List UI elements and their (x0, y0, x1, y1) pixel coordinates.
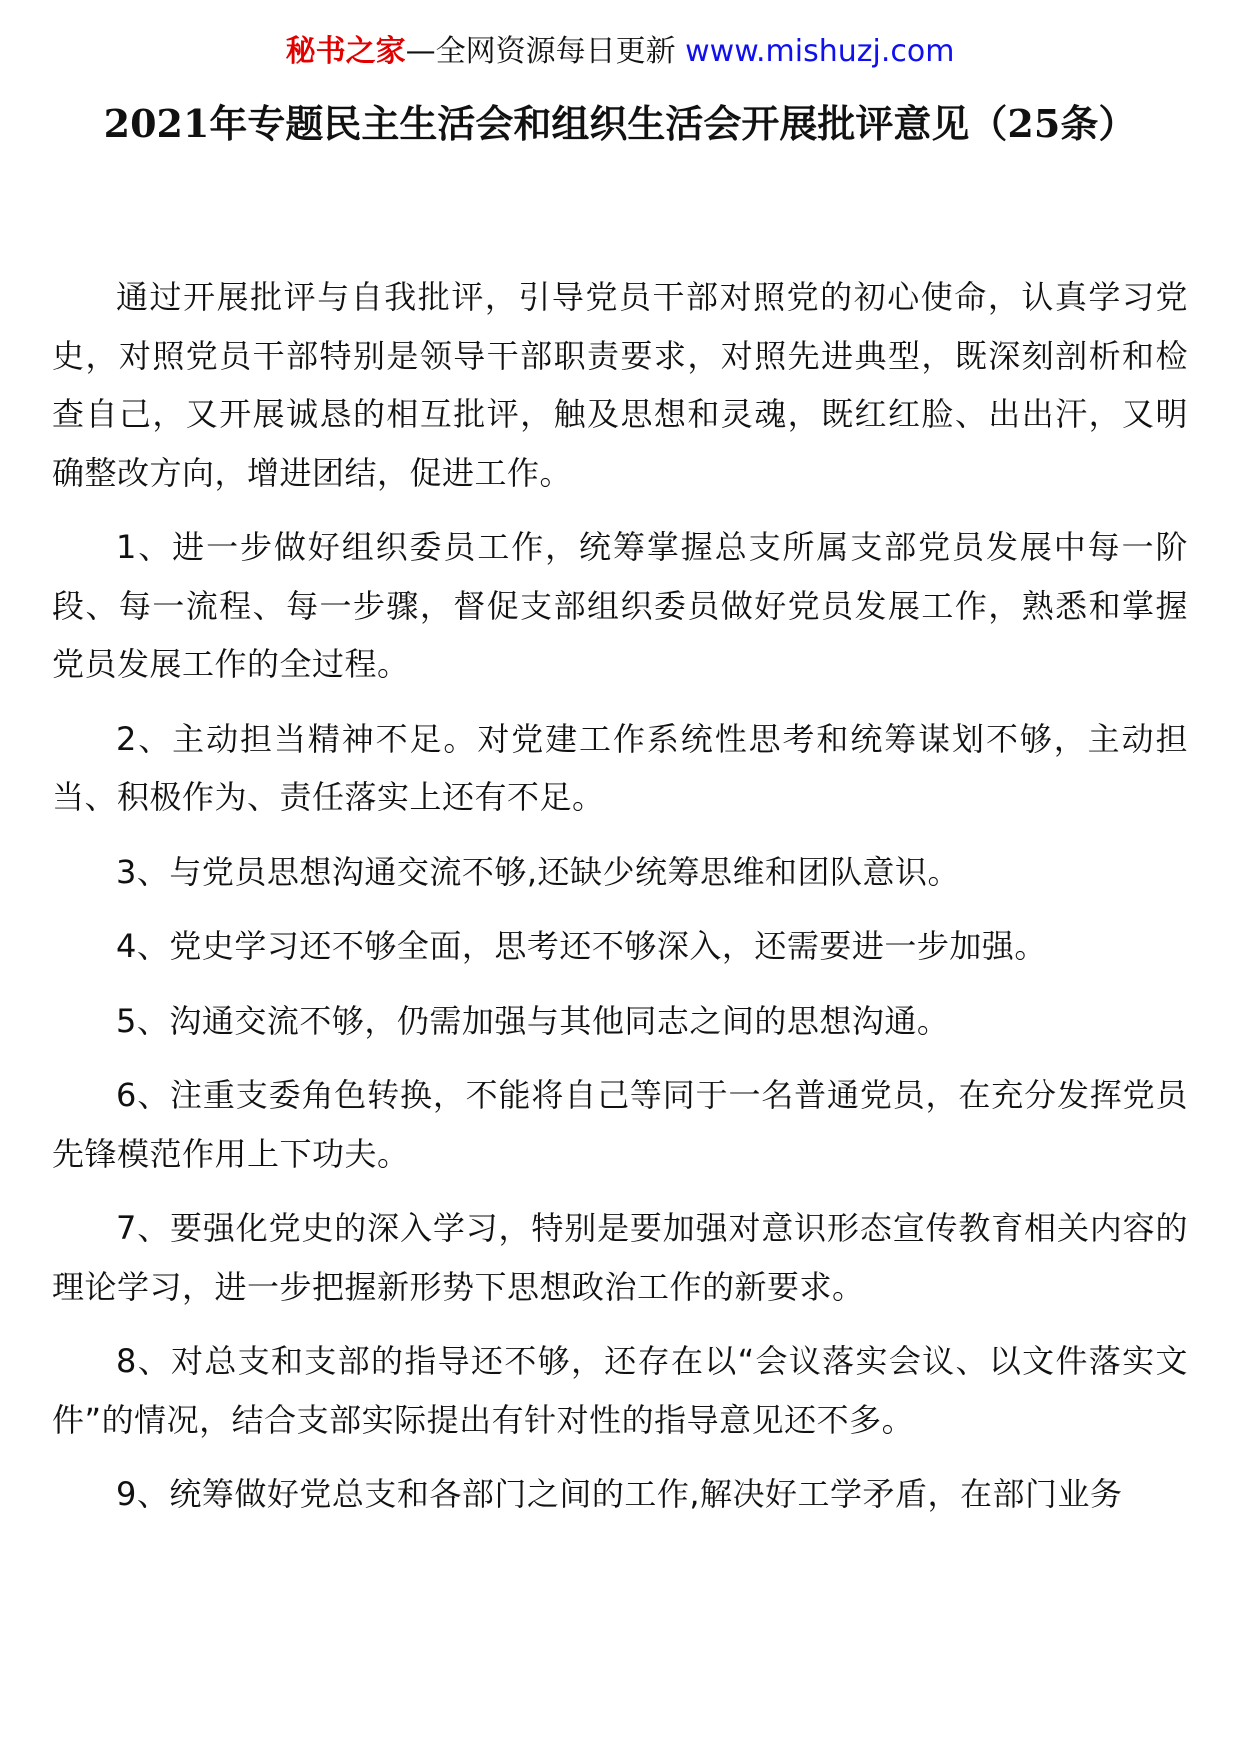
intro-paragraph: 通过开展批评与自我批评，引导党员干部对照党的初心使命，认真学习党史，对照党员干部特别是领导干部职责要求，对照先进典型，既深刻剖析和检查自己，又开展诚恳的相互批评，触及思想和灵魂，既红红脸、出出汗，又明确整改方向，增进团结，促进工作。 (52, 278, 1188, 492)
list-item: 2、主动担当精神不足。对党建工作系统性思考和统筹谋划不够，主动担当、积极作为、责任落实上还有不足。 (52, 719, 1188, 816)
list-item: 4、党史学习还不够全面，思考还不够深入，还需要进一步加强。 (116, 927, 1047, 965)
list-item: 9、统筹做好党总支和各部门之间的工作,解决好工学矛盾，在部门业务 (116, 1475, 1123, 1513)
site-url[interactable]: www.mishuzj.com (685, 34, 955, 69)
list-item: 8、对总支和支部的指导还不够，还存在以“会议落实会议、以文件落实文件”的情况，结合支部实际提出有针对性的指导意见还不多。 (52, 1342, 1188, 1439)
list-item: 3、与党员思想沟通交流不够,还缺少统筹思维和团队意识。 (116, 852, 961, 891)
list-item: 1、进一步做好组织委员工作，统筹掌握总支所属支部党员发展中每一阶段、每一流程、每一步骤，督促支部组织委员做好党员发展工作，熟悉和掌握党员发展工作的全过程。 (52, 528, 1188, 683)
list-item: 5、沟通交流不够，仍需加强与其他同志之间的思想沟通。 (116, 1001, 950, 1040)
list-item: 7、要强化党史的深入学习，特别是要加强对意识形态宣传教育相关内容的理论学习，进一步把握新形势下思想政治工作的新要求。 (52, 1209, 1188, 1306)
document-body (52, 268, 1188, 1540)
site-slogan: —全网资源每日更新 (405, 34, 686, 69)
site-header (0, 30, 1240, 74)
site-name: 秘书之家 (285, 34, 406, 69)
list-item: 6、注重支委角色转换，不能将自己等同于一名普通党员，在充分发挥党员先锋模范作用上下功夫。 (52, 1076, 1188, 1173)
document-title: 2021年专题民主生活会和组织生活会开展批评意见（25条） (103, 101, 1137, 146)
